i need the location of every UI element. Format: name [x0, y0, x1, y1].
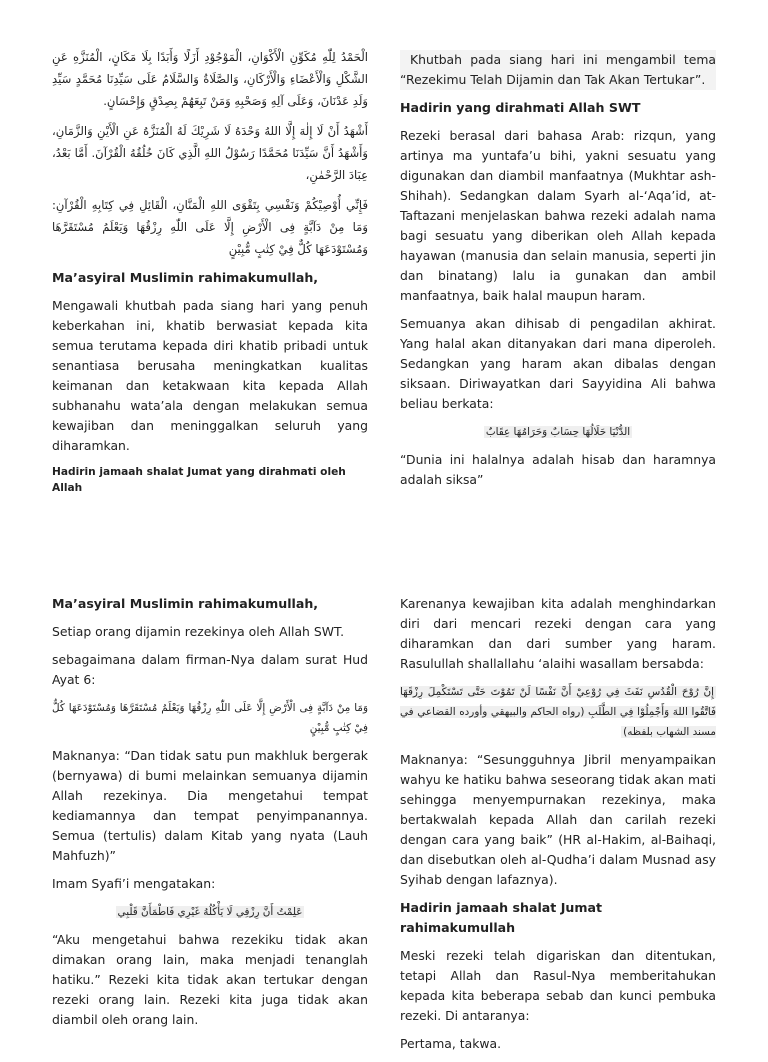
paragraph-syafii-meaning: “Aku mengetahui bahwa rezekiku tidak akan dimakan orang lain, maka menjadi tenanglah hatiku.” Rezeki kita tidak akan tertukar dengan rezeki orang lain. Rezeki kita juga tidak akan diambil oleh orang lain. — [52, 932, 368, 1027]
paragraph-surat-hud: sebagaimana dalam firman-Nya dalam surat Hud Ayat 6: — [52, 652, 368, 687]
hadith-arabic — [400, 682, 716, 742]
ali-quote-arabic-text: الدُّنْيَا حَلَالُهَا حِسَابٌ وَحَرَامُهَا عِقَابٌ — [485, 426, 631, 438]
paragraph-hisab: Semuanya akan dihisab di pengadilan akhirat. Yang halal akan ditanyakan dari mana diperoleh. Sedangkan yang haram akan dibalas dengan siksaan. Diriwayatkan dari Sayyidina Ali bahwa beliau berkata: — [400, 316, 716, 411]
paragraph-dijamin: Setiap orang dijamin rezekinya oleh Allah SWT. — [52, 624, 345, 639]
section-heading-small: Hadirin jamaah shalat Jumat yang dirahmati oleh Allah — [52, 466, 346, 494]
hud-verse-arabic: وَمَا مِنْ دَآبَّةٍ فِى الْأَرْضِ إِلَّا عَلَى اللّٰهِ رِزْقُهَا وَيَعْلَمُ مُسْتَقَرَّهَا وَمُسْتَوْدَعَهَا كُلٌّ فِيْ كِتٰبٍ مُّبِيْنٍ — [52, 702, 368, 734]
paragraph-takwa: Pertama, takwa. — [400, 1036, 502, 1051]
section-heading: Hadirin jamaah shalat Jumat rahimakumullah — [400, 900, 603, 935]
paragraph-verse-meaning: Maknanya: “Dan tidak satu pun makhluk bergerak (bernyawa) di bumi melainkan semuanya dijamin Allah rezekinya. Dia mengetahui tempat kediamannya dan tempat penyimpanannya. Semua (tertulis) dalam Kitab yang nyata (Lauh Mahfuzh)” — [52, 748, 368, 863]
paragraph-wasiat: Mengawali khutbah pada siang hari yang penuh keberkahan ini, khatib berwasiat kepada kita semua terutama kepada diri khatib pribadi untuk senantiasa berusaha meningkatkan kualitas keimanan dan ketakwaan kita kepada Allah subhanahu wata’ala dengan melakukan semua kewajiban dan meninggalkan seluruh yang diharamkan. — [52, 298, 368, 453]
paragraph-ali-quote-translation: “Dunia ini halalnya adalah hisab dan haramnya adalah siksa” — [400, 452, 716, 487]
paragraph-hadith-meaning: Maknanya: “Sesungguhnya Jibril menyampaikan wahyu ke hatiku bahwa seseorang tidak akan mati sehingga menyempurnakan rezekinya, maka bertakwalah kepada Allah dan carilah rezeki dengan cara yang baik” (HR al-Hakim, al-Baihaqi, dan disebutkan oleh al-Qudha’i dalam Musnad asy Syihab dengan lafaznya). — [400, 752, 716, 887]
page1-left-column — [52, 46, 368, 496]
ali-quote-arabic — [400, 422, 716, 442]
page2-right-column — [400, 594, 716, 1062]
paragraph-theme: Khutbah pada siang hari ini mengambil tema “Rezekimu Telah Dijamin dan Tak Akan Tertukar”. — [400, 50, 716, 90]
paragraph-sebab-rezeki: Meski rezeki telah digariskan dan ditentukan, tetapi Allah dan Rasul-Nya memberitahukan kepada kita beberapa sebab dan kunci pembuka rezeki. Di antaranya: — [400, 948, 716, 1023]
paragraph-kewajiban: Karenanya kewajiban kita adalah menghindarkan diri dari mencari rezeki dengan cara yang diharamkan dan dari sumber yang haram. Rasulullah shallallahu ‘alaihi wasallam bersabda: — [400, 596, 716, 671]
page1-right-column — [400, 50, 716, 498]
shahada-arabic: أَشْهَدُ أَنْ لَا إِلٰهَ إِلَّا اللهُ وَحْدَهُ لَا شَرِيْكَ لَهُ الْمُنَزَّهُ عَنِ الْأَيْنِ وَالزَّمَانِ، وَأَشْهَدُ أَنَّ سَيِّدَنَا مُحَمَّدًا رَسُوْلُ اللهِ الَّذِي كَانَ خُلُقُهُ الْقُرْآنَ. أَمَّا بَعْدُ، عِبَادَ الرَّحْمٰنِ، — [52, 124, 368, 182]
opening-praise-arabic: الْحَمْدُ لِلّٰهِ مُكَوِّنِ الْأَكْوَانِ، الْمَوْجُوْدِ أَزَلًا وَأَبَدًا بِلَا مَكَانٍ، الْمُنَزَّهِ عَنِ الشَّكْلِ وَالْأَعْضَاءِ وَالْأَرْكَانِ، وَالصَّلَاةُ وَالسَّلَامُ عَلَى سَيِّدِنَا مُحَمَّدٍ سَيِّدِ وَلَدِ عَدْنَانَ، وَعَلَى آلِهِ وَصَحْبِهِ وَمَنْ تَبِعَهُمْ بِصِدْقٍ وَإِحْسَانٍ. — [52, 50, 368, 108]
hadith-arabic-text: إِنَّ رُوْحَ الْقُدُسِ نَفَثَ فِي رُوْعِيْ أَنَّ نَفْسًا لَنْ تَمُوْتَ حَتَّى تَسْتَكْمِلَ رِزْقَهَا فَاتَّقُوا اللهَ وَأَجْمِلُوْا فِي الطَّلَبِ (رواه الحاكم والبيهقي وأورده القضاعي في مسند الشهاب بلفظه) — [400, 686, 716, 738]
section-heading: Ma’asyiral Muslimin rahimakumullah, — [52, 270, 319, 285]
syafii-quote-arabic-text: عَلِمْتُ أَنَّ رِزْقِي لَا يَأْكُلُهُ غَيْرِي فَاطْمَأَنَّ قَلْبِي — [117, 906, 303, 918]
section-heading: Ma’asyiral Muslimin rahimakumullah, — [52, 596, 319, 611]
paragraph-imam-syafii: Imam Syafi’i mengatakan: — [52, 876, 216, 891]
syafii-quote-arabic — [52, 902, 368, 922]
paragraph-rezeki-definition: Rezeki berasal dari bahasa Arab: rizqun, yang artinya ma yuntafa’u bihi, yakni sesuatu yang digunakan dan diambil manfaatnya (Mukhtar ash-Shihah). Sedangkan dalam Syarh al-‘Aqa’id, at-Taftazani menjelaskan bahwa rezeki adalah nama bagi sesuatu yang diberikan oleh Allah kepada hayawan (manusia dan selain manusia, seperti jin dan binatang) lalu ia gunakan dan ambil manfaatnya, baik halal maupun haram. — [400, 128, 716, 303]
page2-left-column — [52, 594, 368, 1038]
section-heading: Hadirin yang dirahmati Allah SWT — [400, 100, 641, 115]
taqwa-wasiat-arabic: فَإِنِّي أُوْصِيْكُمْ وَنَفْسِي بِتَقْوَى اللهِ الْمَنَّانِ، الْقَائِلِ فِي كِتَابِهِ الْقُرْآنِ: وَمَا مِنْ دَآبَّةٍ فِى الْأَرْضِ إِلَّا عَلَى اللّٰهِ رِزْقُهَا وَيَعْلَمُ مُسْتَقَرَّهَا وَمُسْتَوْدَعَهَا كُلٌّ فِيْ كِتٰبٍ مُّبِيْنٍ — [52, 198, 368, 256]
